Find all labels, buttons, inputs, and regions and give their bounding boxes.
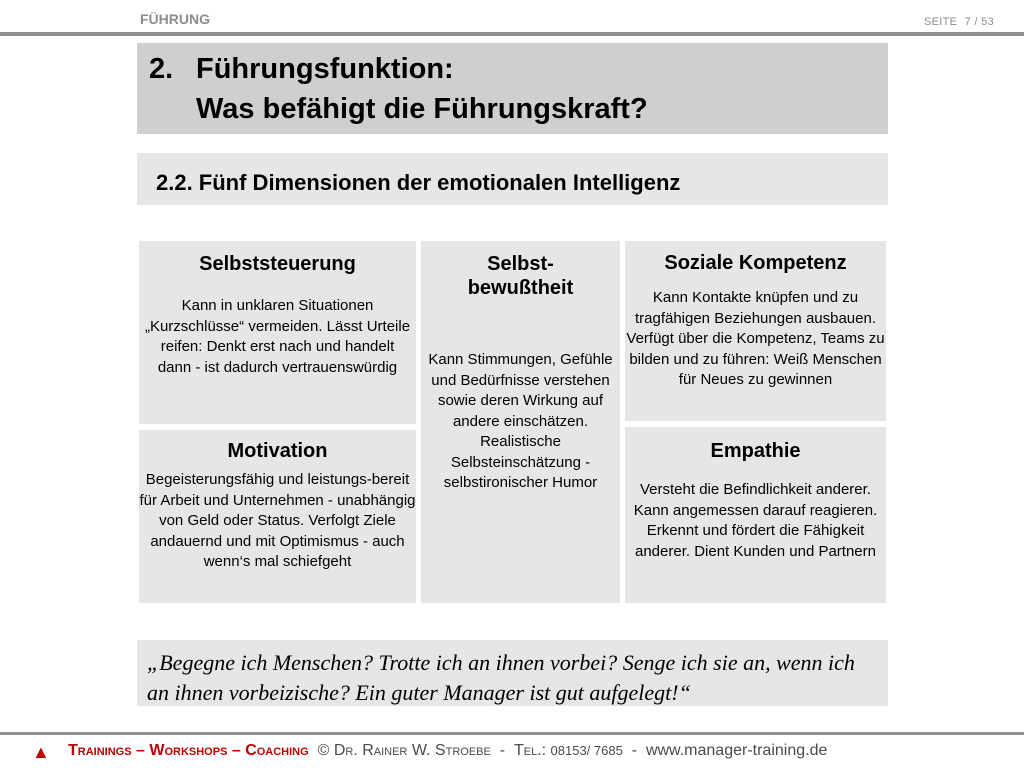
card-heading: Soziale Kompetenz (664, 252, 847, 274)
card-heading: Selbst-bewußtheit (467, 253, 574, 299)
card-soziale-kompetenz (625, 241, 886, 421)
card-body: Kann Kontakte knüpfen und zu tragfähigen Beziehungen ausbauen. Verfügt über die Kompetenz, Teams zu bilden und zu führen: Weiß Menschen für Neues zu gewinnen (626, 289, 885, 388)
title-line-1: Führungsfunktion: (196, 53, 454, 85)
page-number: 7 / 53 (964, 16, 994, 28)
footer (32, 740, 1002, 764)
card-motivation (139, 430, 416, 603)
title-box (137, 43, 888, 134)
card-heading: Empathie (710, 440, 801, 462)
title-number: 2. (149, 53, 174, 85)
footer-slogan: Trainings – Workshops – Coaching (68, 742, 309, 759)
page-indicator (920, 16, 994, 28)
card-body: Kann in unklaren Situationen „Kurzschlüsse“ vermeiden. Lässt Urteile reifen: Denkt erst nach und handelt dann - ist dadurch vertrauenswürdig (144, 297, 411, 376)
section-title: FÜHRUNG (140, 11, 210, 27)
card-empathie (625, 427, 886, 603)
footer-tel-number: 08153/ 7685 (550, 743, 623, 758)
quote-box (137, 640, 888, 706)
quote-text: „Begegne ich Menschen? Trotte ich an ihnen vorbei? Senge ich sie an, wenn ich an ihnen vorbeizische? Ein guter Manager ist gut aufgelegt!“ (147, 650, 855, 705)
footer-tel-label: Tel.: (513, 742, 547, 759)
card-heading: Selbststeuerung (199, 253, 356, 275)
card-body: Versteht die Befindlichkeit anderer. Kann angemessen darauf reagieren. Erkennt und fördert die Fähigkeit anderer. Dient Kunden und Partnern (633, 481, 878, 560)
card-body: Begeisterungsfähig und leistungs-bereit für Arbeit und Unternehmen - unabhängig von Geld oder Status. Verfolgt Ziele andauernd und mit Optimismus - auch wenn‘s mal schiefgeht (139, 471, 416, 570)
card-selbstbewusstheit (421, 241, 620, 603)
footer-website-link[interactable]: www.manager-training.de (645, 742, 828, 759)
card-heading: Motivation (227, 440, 328, 462)
top-divider (0, 32, 1024, 36)
subtitle: 2.2. Fünf Dimensionen der emotionalen Intelligenz (156, 170, 681, 195)
page-label: SEITE (924, 16, 958, 28)
footer-text (68, 742, 827, 760)
footer-separator: - (499, 742, 506, 759)
title-line-2: Was befähigt die Führungskraft? (196, 93, 648, 125)
subtitle-box (137, 153, 888, 205)
footer-separator: - (631, 742, 638, 759)
bottom-divider (0, 732, 1024, 735)
card-selbststeuerung (139, 241, 416, 424)
footer-copyright: © Dr. Rainer W. Stroebe (317, 742, 491, 759)
card-body: Kann Stimmungen, Gefühle und Bedürfnisse verstehen sowie deren Wirkung auf andere einschätzen. Realistische Selbsteinschätzung - selbstironischer Humor (428, 351, 613, 491)
red-triangle-icon: ▲ (32, 742, 50, 762)
